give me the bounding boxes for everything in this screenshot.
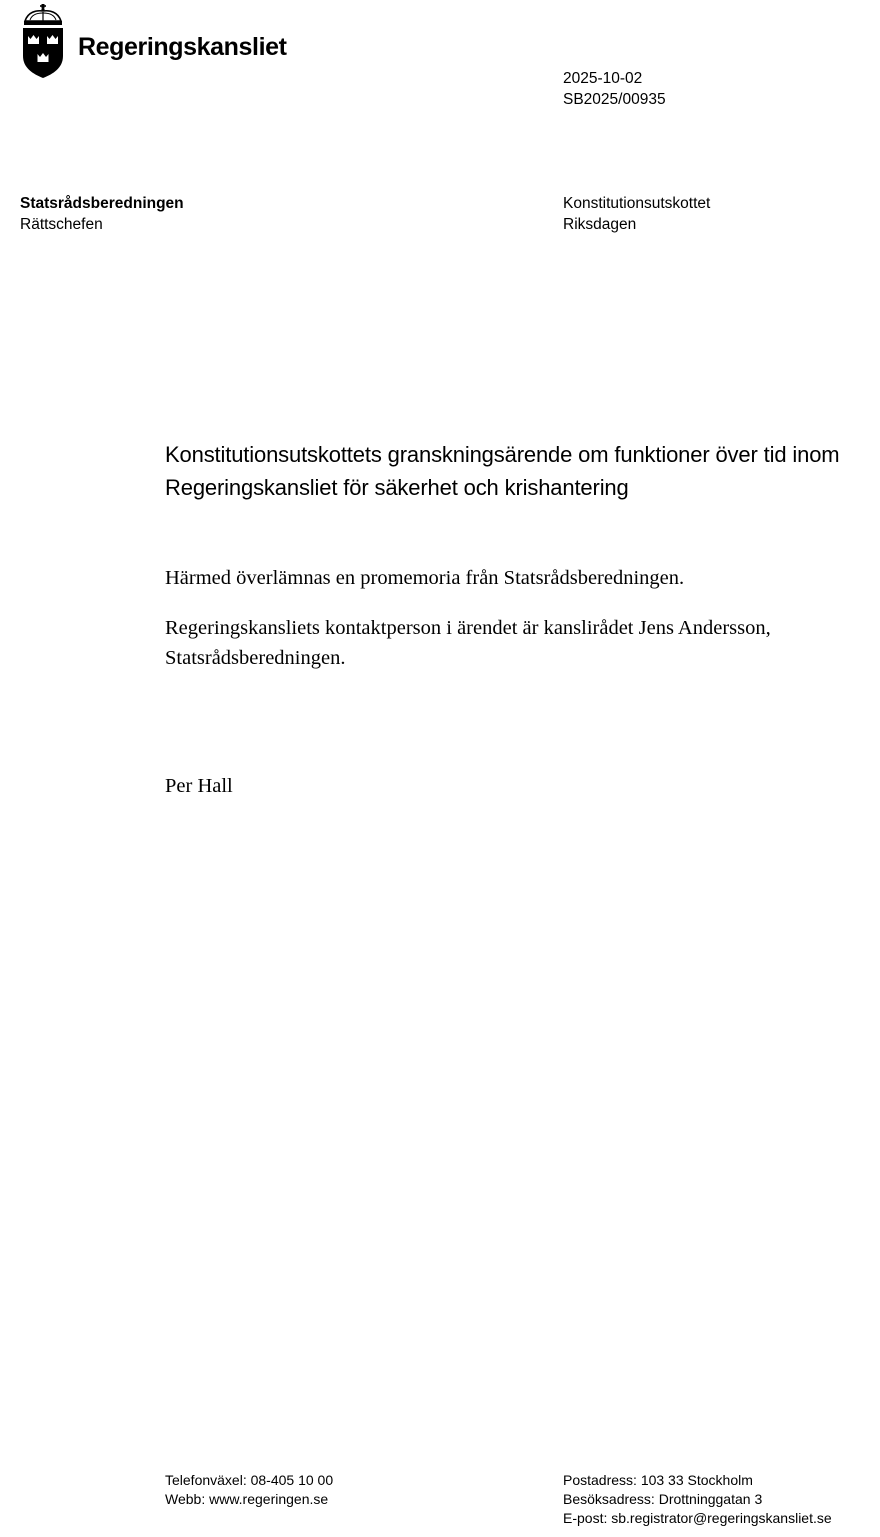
footer-postal-address: Postadress: 103 33 Stockholm — [563, 1472, 753, 1488]
signature: Per Hall — [165, 775, 233, 797]
sender-block — [20, 193, 184, 235]
recipient-line-1: Konstitutionsutskottet — [563, 195, 711, 212]
sender-department: Statsrådsberedningen — [20, 195, 184, 212]
footer-phone: Telefonväxel: 08-405 10 00 — [165, 1472, 334, 1488]
recipient-line-2: Riksdagen — [563, 216, 637, 233]
logo-text: Regeringskansliet — [78, 33, 287, 61]
logo — [20, 4, 310, 80]
footer-address — [563, 1471, 832, 1528]
sender-unit: Rättschefen — [20, 216, 103, 233]
footer-web: Webb: www.regeringen.se — [165, 1491, 329, 1507]
footer-visiting-address: Besöksadress: Drottninggatan 3 — [563, 1491, 763, 1507]
document-reference: SB2025/00935 — [563, 91, 666, 108]
body-paragraph-1: Härmed överlämnas en promemoria från Statsrådsberedningen. — [165, 567, 685, 589]
document-meta — [563, 68, 666, 110]
document-body — [165, 563, 870, 693]
footer-contact — [165, 1471, 333, 1509]
body-paragraph-2: Regeringskansliets kontaktperson i ärendet är kanslirådet Jens Andersson, Statsrådsberedningen. — [165, 617, 771, 669]
coat-of-arms-three-crowns-icon — [20, 4, 66, 80]
recipient-block — [563, 193, 710, 235]
footer-email: E-post: sb.registrator@regeringskansliet.se — [563, 1510, 832, 1526]
document-date: 2025-10-02 — [563, 70, 643, 87]
document-subject: Konstitutionsutskottets granskningsärende om funktioner över tid inom Regeringskansliet för säkerhet och krishantering — [165, 442, 840, 500]
